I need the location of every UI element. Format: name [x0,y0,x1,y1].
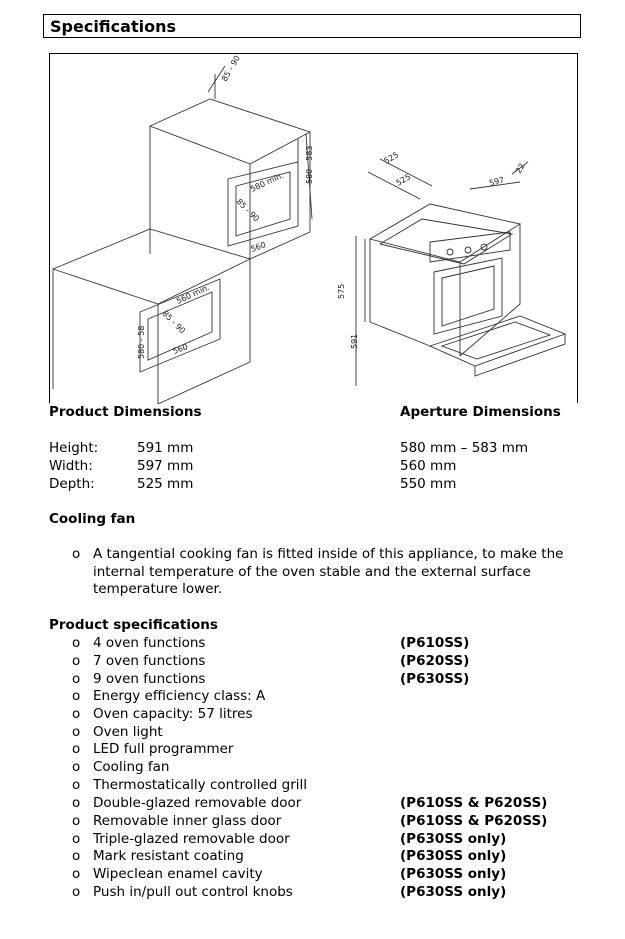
spec-item: Thermostatically controlled grill [93,777,308,793]
dim-label-width: Width: [49,458,93,474]
spec-item: 9 oven functions [93,671,206,687]
dim-oven-height-outer: 591 [350,333,359,349]
section-title-box [43,14,581,38]
spec-note: (P610SS) [400,635,470,651]
aperture-value-width: 560 mm [400,458,457,474]
dim-lower-height: 580 - 58 [137,325,146,359]
aperture-value-height: 580 mm – 583 mm [400,440,529,456]
dim-label-height: Height: [49,440,99,456]
dim-oven-height-inner: 575 [337,283,346,299]
spec-item: Push in/pull out control knobs [93,884,293,900]
installation-drawing [50,54,577,404]
dim-value-depth: 525 mm [137,476,194,492]
dim-lower-depth: 560 min. [175,282,211,306]
dim-upper-gap: 85 - 90 [234,197,261,224]
spec-item: LED full programmer [93,741,234,757]
spec-note: (P630SS only) [400,866,507,882]
dim-oven-width: 597 [488,175,506,188]
product-specs-heading: Product specifications [49,617,218,633]
product-dimensions-heading: Product Dimensions [49,404,202,420]
dim-value-height: 591 mm [137,440,194,456]
spec-note: (P630SS only) [400,831,507,847]
dim-upper-depth: 580 min. [249,170,285,194]
spec-item: 4 oven functions [93,635,206,651]
dim-label-depth: Depth: [49,476,95,492]
spec-item: Triple-glazed removable door [93,831,290,847]
spec-item: Wipeclean enamel cavity [93,866,263,882]
dim-oven-depth-inner: 525 [394,172,413,188]
spec-item: Oven capacity: 57 litres [93,706,253,722]
spec-note: (P630SS) [400,671,470,687]
spec-item: Mark resistant coating [93,848,244,864]
cooling-fan-bullet: o [72,546,81,562]
dim-lower-gap: 85 - 90 [160,309,187,336]
spec-item: Energy efficiency class: A [93,688,266,704]
spec-item: Cooling fan [93,759,170,775]
dim-top-gap: 85 - 90 [219,54,242,83]
spec-note: (P630SS only) [400,884,507,900]
aperture-dimensions-heading: Aperture Dimensions [400,404,561,420]
spec-note: (P620SS) [400,653,470,669]
spec-item: 7 oven functions [93,653,206,669]
dim-value-width: 597 mm [137,458,194,474]
aperture-value-depth: 550 mm [400,476,457,492]
spec-item: Oven light [93,724,163,740]
dim-oven-trim: 22 [513,161,527,175]
spec-note: (P610SS & P620SS) [400,813,548,829]
spec-note: (P630SS only) [400,848,507,864]
spec-item: Removable inner glass door [93,813,282,829]
spec-note: (P610SS & P620SS) [400,795,548,811]
spec-item: Double-glazed removable door [93,795,302,811]
cooling-fan-text: A tangential cooking fan is fitted inside of this appliance, to make the internal temperature of the oven stable and the external surface temperature lower. [93,546,564,598]
dim-upper-width: 560 [249,240,268,254]
dimensions-diagram [49,53,578,403]
cooling-fan-heading: Cooling fan [49,511,136,527]
dim-oven-depth-outer: 525 [382,150,401,166]
dim-lower-width: 560 [171,342,190,356]
dim-upper-height: 580 - 583 [305,145,314,184]
section-title: Specifications [50,17,176,36]
